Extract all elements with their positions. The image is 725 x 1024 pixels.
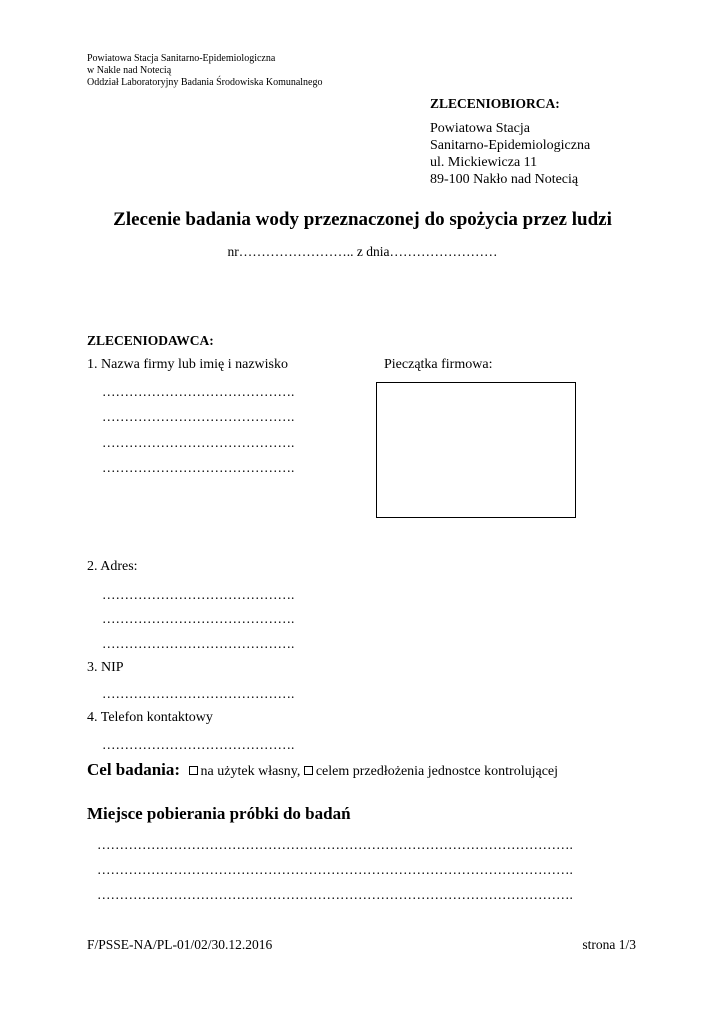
contractor-line-4: 89-100 Nakło nad Notecią [430, 172, 579, 187]
sampling-label: Miejsce pobierania próbki do badań [87, 804, 351, 823]
stamp-label: Pieczątka firmowa: [384, 357, 493, 372]
lab-name-line3: Oddział Laboratoryjny Badania Środowiska Komunalnego [87, 77, 323, 88]
sampling-blank-3[interactable]: ……………………………………………………………………………………………. [97, 887, 573, 902]
document-title: Zlecenie badania wody przeznaczonej do spożycia przez ludzi [113, 209, 612, 230]
name-blank-3[interactable]: ……………………………………. [102, 435, 295, 450]
client-label: ZLECENIODAWCA: [87, 333, 214, 348]
name-label: 1. Nazwa firmy lub imię i nazwisko [87, 357, 289, 372]
name-blank-2[interactable]: ……………………………………. [102, 409, 295, 424]
name-blank-4[interactable]: ……………………………………. [102, 460, 295, 475]
option-control-unit: celem przedłożenia jednostce kontrolującej [315, 764, 559, 779]
contractor-line-3: ul. Mickiewicza 11 [430, 155, 538, 170]
purpose-row [87, 760, 558, 780]
lab-name-line2: w Nakle nad Notecią [87, 65, 172, 76]
checkbox-control-unit[interactable] [304, 766, 313, 775]
address-blank-1[interactable]: ……………………………………. [102, 587, 295, 602]
option-own-use: na użytek własny, [200, 764, 301, 779]
phone-label: 4. Telefon kontaktowy [87, 710, 213, 725]
form-code: F/PSSE-NA/PL-01/02/30.12.2016 [87, 937, 273, 952]
checkbox-own-use[interactable] [189, 766, 198, 775]
stamp-box [376, 382, 576, 518]
number-date-line: nr…………………….. z dnia…………………… [227, 244, 498, 259]
page-number: strona 1/3 [582, 937, 636, 952]
nip-blank[interactable]: ……………………………………. [102, 686, 295, 701]
address-label: 2. Adres: [87, 559, 138, 574]
name-blank-1[interactable]: ……………………………………. [102, 384, 295, 399]
contractor-line-2: Sanitarno-Epidemiologiczna [430, 138, 591, 153]
nip-label: 3. NIP [87, 660, 124, 675]
purpose-label: Cel badania: [87, 760, 181, 779]
address-blank-2[interactable]: ……………………………………. [102, 611, 295, 626]
phone-blank[interactable]: ……………………………………. [102, 737, 295, 752]
contractor-line-1: Powiatowa Stacja [430, 121, 530, 136]
sampling-blank-1[interactable]: ……………………………………………………………………………………………. [97, 837, 573, 852]
lab-name-line1: Powiatowa Stacja Sanitarno-Epidemiologiczna [87, 53, 276, 64]
sampling-blank-2[interactable]: ……………………………………………………………………………………………. [97, 862, 573, 877]
contractor-label: ZLECENIOBIORCA: [430, 96, 560, 111]
address-blank-3[interactable]: ……………………………………. [102, 636, 295, 651]
